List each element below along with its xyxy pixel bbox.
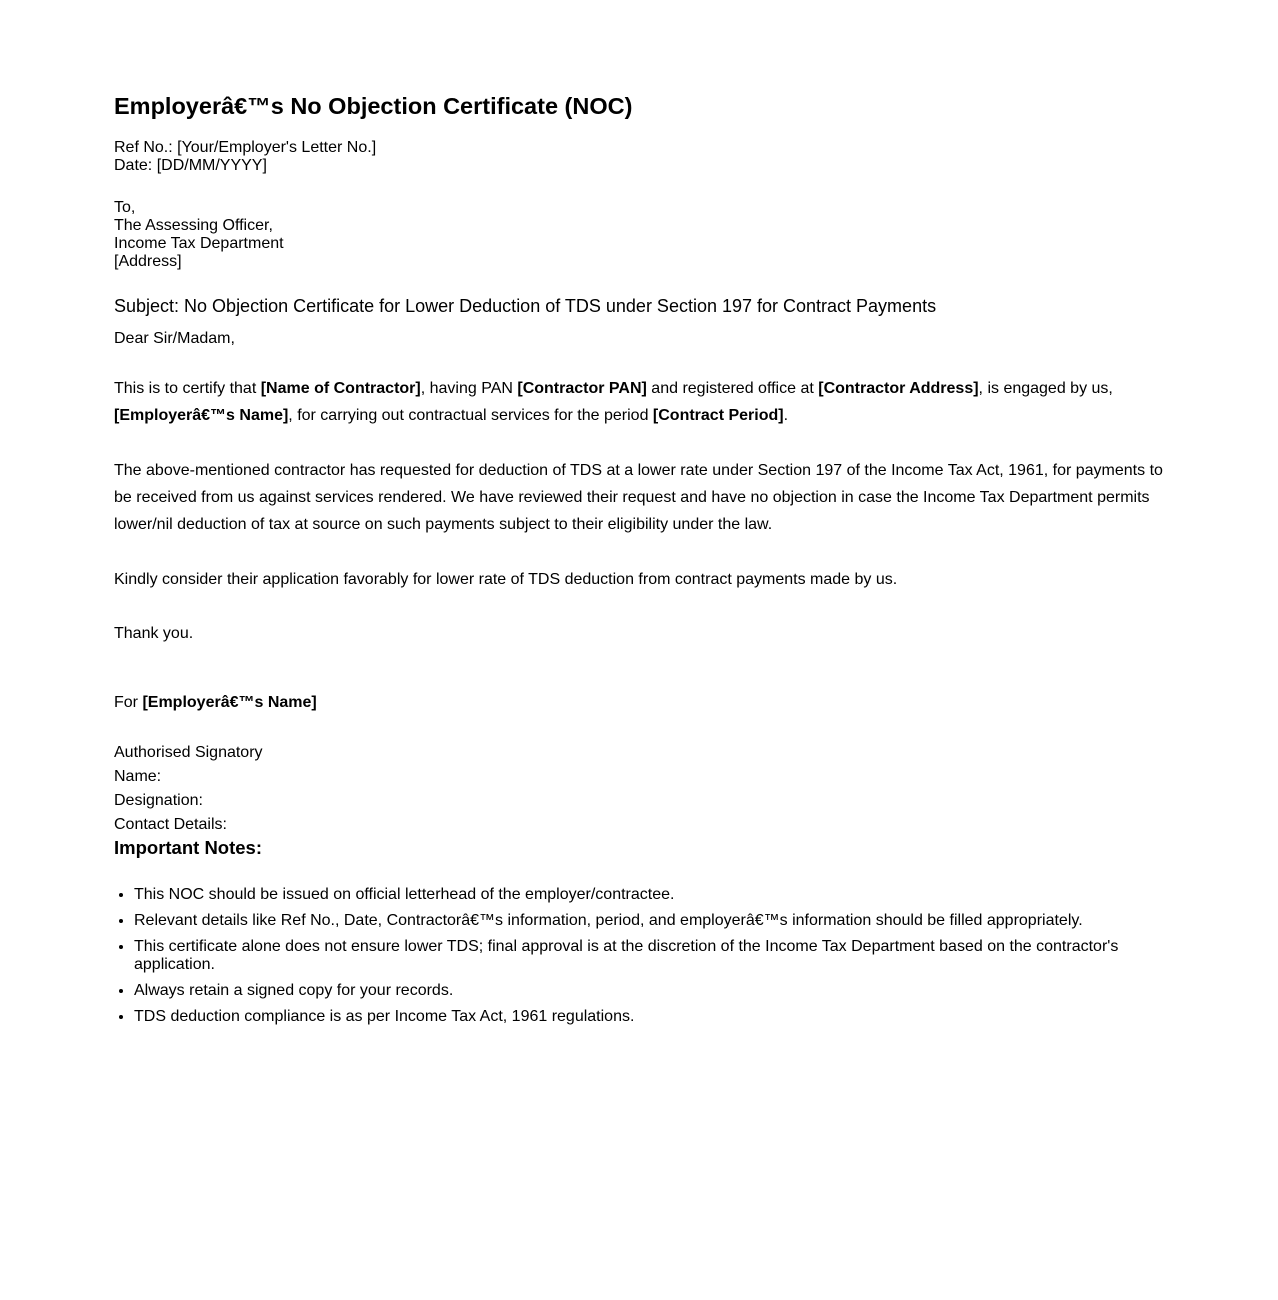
contractor-pan-placeholder: [Contractor PAN] [517,380,647,397]
signatory-designation: Designation: [114,792,203,809]
list-item: • This NOC should be issued on official letterhead of the employer/contractee. [134,886,1174,904]
text-run: , for carrying out contractual services for the period [288,407,653,424]
address-line: Income Tax Department [114,235,284,252]
signature-block [114,741,1174,837]
signatory-name: Name: [114,768,162,785]
ref-number: Ref No.: [Your/Employer's Letter No.] [114,139,377,156]
salutation: Dear Sir/Madam, [114,330,235,347]
list-item: • TDS deduction compliance is as per Income Tax Act, 1961 regulations. [134,1008,1174,1026]
notes-heading: Important Notes: [114,837,262,858]
letter-content [114,90,1174,1034]
for-prefix: For [114,694,143,711]
consideration-paragraph: Kindly consider their application favorably for lower rate of TDS deduction from contract payments made by us. [114,571,898,588]
list-item: • This certificate alone does not ensure lower TDS; final approval is at the discretion of the Income Tax Department based on the contractor's application. [134,938,1174,974]
for-employer-line [114,693,1174,713]
signatory-contact: Contact Details: [114,816,227,833]
certify-paragraph [114,375,1174,429]
subject-line: Subject: No Objection Certificate for Lower Deduction of TDS under Section 197 for Contract Payments [114,296,937,316]
text-run: and registered office at [646,380,819,397]
contractor-name-placeholder: [Name of Contractor] [260,380,421,397]
thank-you-line: Thank you. [114,625,194,642]
text-run: , is engaged by us, [978,380,1113,397]
address-line: The Assessing Officer, [114,217,273,234]
address-line: To, [114,199,136,216]
authorised-signatory: Authorised Signatory [114,744,263,761]
document-title: Employerâ€™s No Objection Certificate (NOC) [114,93,633,119]
list-item: • Relevant details like Ref No., Date, Contractorâ€™s information, period, and employerâ€™s information should be filled appropriately. [134,912,1174,930]
text-run: . [783,407,789,424]
notes-list [114,886,1174,1026]
employer-name-placeholder: [Employerâ€™s Name] [114,407,289,424]
address-line: [Address] [114,253,182,270]
list-item: • Always retain a signed copy for your records. [134,982,1174,1000]
recipient-address [114,199,1174,271]
letter-date: Date: [DD/MM/YYYY] [114,157,267,174]
employer-name-placeholder: [Employerâ€™s Name] [142,694,317,711]
text-run: , having PAN [420,380,518,397]
text-run: This is to certify that [114,380,261,397]
contractor-address-placeholder: [Contractor Address] [818,380,979,397]
reference-block [114,139,1174,175]
request-paragraph: The above-mentioned contractor has requested for deduction of TDS at a lower rate under Section 197 of the Income Tax Act, 1961, for payments to be received from us against services rendered. We have reviewed their request and have no objection in case the Income Tax Department permits lower/nil deduction of tax at source on such payments subject to their eligibility under the law. [114,462,1163,533]
contract-period-placeholder: [Contract Period] [652,407,784,424]
